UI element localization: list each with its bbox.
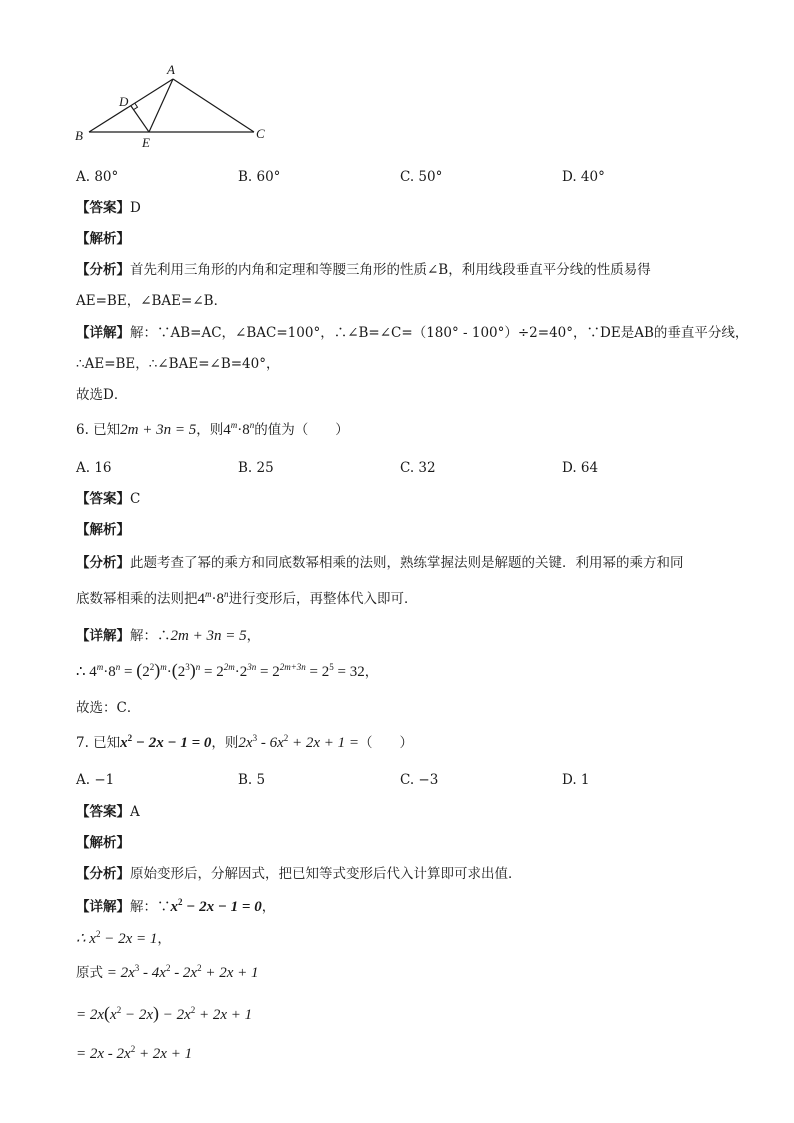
q5-option-d: D. 40° bbox=[562, 169, 605, 185]
q6-equation: ∴ $4^m\cdot 8^n = (2^2)^m\cdot(2^3)^n = 2^{2m}\cdot 2^{3n} = 2^{2m+3n} = 2^5 = 32$， bbox=[76, 660, 379, 680]
q6-fenxi-line-2: 底数幂相乘的法则把$4^m\cdot 8^n$进行变形后，再整体代入即可． bbox=[76, 589, 418, 607]
triangle-figure bbox=[70, 60, 280, 152]
q6-option-c: C. 32 bbox=[400, 460, 436, 476]
label-a: A bbox=[167, 62, 175, 77]
q7-step-2: 原式 = $2x^3 - 4x^2 - 2x^2 + 2x + 1$ bbox=[76, 963, 259, 981]
right-angle-mark bbox=[134, 104, 138, 110]
q6-answer: 【答案】C bbox=[76, 491, 141, 507]
q7-option-b: B. 5 bbox=[238, 772, 266, 788]
q6-option-b: B. 25 bbox=[238, 460, 274, 476]
q5-fenxi-line-2: AE=BE，∠BAE=∠B． bbox=[76, 293, 228, 309]
q7-stem: 7. 已知$x^2 - 2x - 1 = 0$，则$2x^3 - 6x^2 + 2x + 1$ =（ ） bbox=[76, 733, 414, 751]
q7-jiexi: 【解析】 bbox=[76, 835, 130, 851]
label-d: D bbox=[119, 94, 129, 109]
q6-jiexi: 【解析】 bbox=[76, 522, 130, 538]
q6-xiangjie-line-1: 【详解】解：∴2m + 3n = 5， bbox=[76, 628, 261, 644]
q5-option-b: B. 60° bbox=[238, 169, 281, 185]
q7-step-4: = $2x - 2x^2 + 2x + 1$ bbox=[76, 1044, 193, 1062]
q5-option-a: A. 80° bbox=[76, 169, 119, 185]
q5-xiangjie-line-1: 【详解】解：∵AB=AC，∠BAC=100°，∴∠B=∠C=（180° - 100°）÷2=40°，∵DE是AB的垂直平分线， bbox=[76, 325, 749, 341]
q7-xiangjie-line-1: 【详解】解：$\because x^2 - 2x - 1 = 0$， bbox=[76, 897, 276, 915]
label-b: B bbox=[75, 128, 83, 143]
q7-answer: 【答案】A bbox=[76, 804, 140, 820]
q5-jiexi: 【解析】 bbox=[76, 231, 130, 247]
q5-xiangjie-line-2: ∴AE=BE，∴∠BAE=∠B=40°， bbox=[76, 356, 280, 372]
label-e: E bbox=[142, 135, 150, 150]
q5-answer: 【答案】D bbox=[76, 200, 141, 216]
q7-option-c: C. −3 bbox=[400, 772, 439, 788]
q7-option-a: A. −1 bbox=[76, 772, 115, 788]
segment-de bbox=[131, 106, 149, 132]
label-c: C bbox=[256, 126, 265, 141]
segment-ac bbox=[173, 79, 254, 132]
q6-stem: 6. 已知2m + 3n = 5，则$4^m\cdot 8^n$的值为（ ） bbox=[76, 420, 349, 438]
q6-fenxi-line-1: 【分析】此题考查了幂的乘方和同底数幂相乘的法则，熟练掌握法则是解题的关键．利用幂的乘方和同 bbox=[76, 555, 684, 571]
q6-conclusion: 故选：C． bbox=[76, 700, 141, 716]
q5-option-c: C. 50° bbox=[400, 169, 443, 185]
q7-step-1: ∴ $x^2 - 2x = 1$， bbox=[76, 929, 171, 947]
q6-option-a: A. 16 bbox=[76, 460, 112, 476]
q7-option-d: D. 1 bbox=[562, 772, 590, 788]
q6-option-d: D. 64 bbox=[562, 460, 599, 476]
q7-fenxi-line-1: 【分析】原始变形后，分解因式，把已知等式变形后代入计算即可求出值． bbox=[76, 866, 522, 882]
q5-conclusion: 故选D． bbox=[76, 387, 128, 403]
q5-fenxi-line-1: 【分析】首先利用三角形的内角和定理和等腰三角形的性质∠B，利用线段垂直平分线的性质易得 bbox=[76, 262, 651, 278]
q7-step-3: = $2x(x^2 - 2x) - 2x^2 + 2x + 1$ bbox=[76, 1003, 253, 1023]
